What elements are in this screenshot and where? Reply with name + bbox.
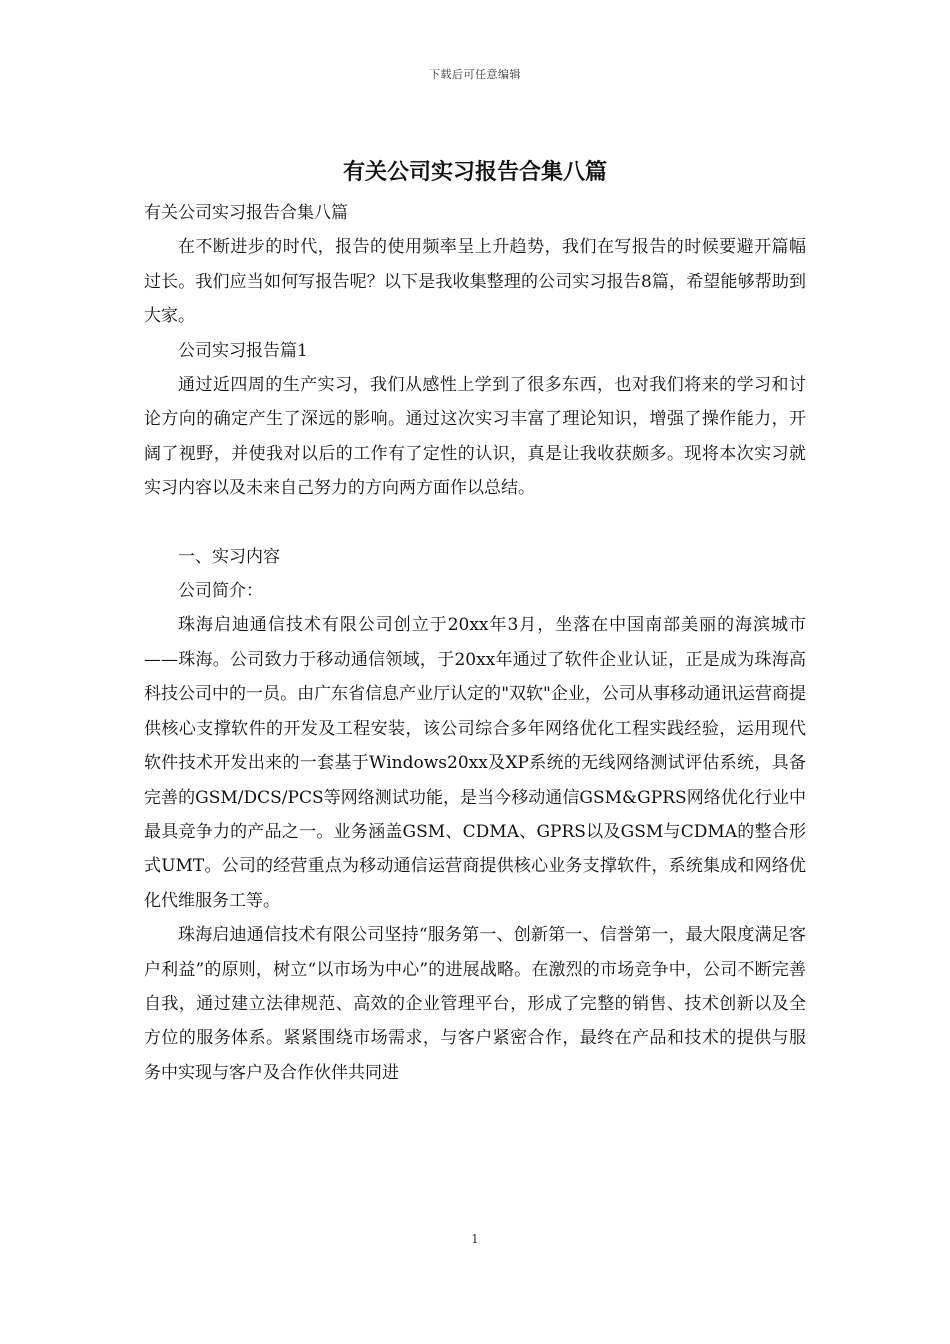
section-heading-company-intro: 公司简介：: [178, 581, 263, 602]
page-number: 1: [471, 1232, 479, 1246]
document-title: 有关公司实习报告合集八篇: [342, 159, 607, 185]
intro-paragraph: 在不断进步的时代，报告的使用频率呈上升趋势，我们在写报告的时候要避开篇幅过长。我们应当如何写报告呢？以下是我收集整理的公司实习报告8篇，希望能够帮助到大家。: [144, 237, 806, 327]
body-paragraph: 珠海启迪通信技术有限公司创立于20xx年3月，坐落在中国南部美丽的海滨城市——珠海。公司致力于移动通信领域，于20xx年通过了软件企业认证，正是成为珠海高科技公司中的一员。由广东省信息产业厅认定的"双软"企业，公司从事移动通讯运营商提供核心支撑软件的开发及工程安装，该公司综合多年网络优化工程实践经验，运用现代软件技术开发出来的一套基于Windows20xx及XP系统的无线网络测试评估系统，具备完善的GSM/DCS/PCS等网络测试功能，是当今移动通信GSM&GPRS网络优化行业中最具竞争力的产品之一。业务涵盖GSM、CDMA、GPRS以及GSM与CDMA的整合形式UMT。公司的经营重点为移动通信运营商提供核心业务支撑软件，系统集成和网络优化代维服务工等。: [144, 615, 806, 911]
body-paragraph: 珠海启迪通信技术有限公司坚持“服务第一、创新第一、信誉第一，最大限度满足客户利益”的原则，树立“以市场为中心”的进展战略。在激烈的市场竞争中，公司不断完善自我，通过建立法律规范、高效的企业管理平台，形成了完整的销售、技术创新以及全方位的服务体系。紧紧围绕市场需求，与客户紧密合作，最终在产品和技术的提供与服务中实现与客户及合作伙伴共同进: [144, 925, 806, 1083]
section-heading-internship-content: 一、实习内容: [178, 546, 280, 567]
header-note: 下载后可任意编辑: [429, 68, 521, 81]
subtitle-paragraph: 有关公司实习报告合集八篇: [144, 203, 348, 223]
body-paragraph: 通过近四周的生产实习，我们从感性上学到了很多东西，也对我们将来的学习和讨论方向的确定产生了深远的影响。通过这次实习丰富了理论知识，增强了操作能力，开阔了视野，并使我对以后的工作有了定性的认识，真是让我收获颇多。现将本次实习就实习内容以及未来自己努力的方向两方面作以总结。: [144, 375, 806, 499]
document-body: [144, 196, 806, 1090]
section-heading-report-1: 公司实习报告篇1: [178, 340, 308, 361]
